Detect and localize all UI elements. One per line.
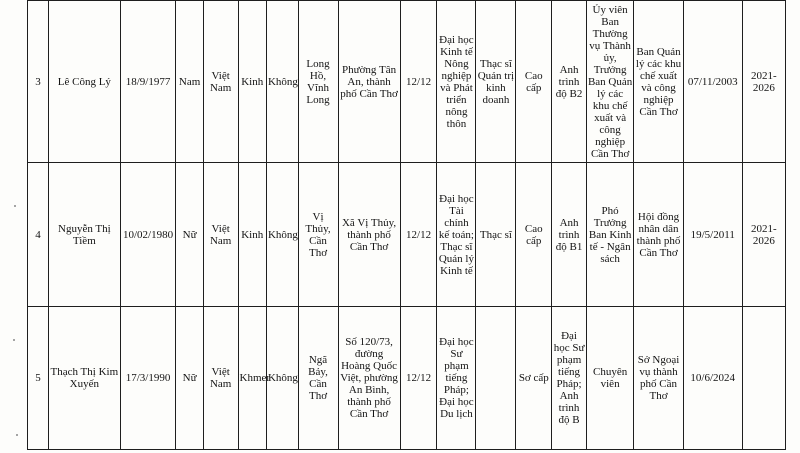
party-join-date: 10/6/2024 [683,307,742,450]
party-join-date: 19/5/2011 [683,163,742,307]
scan-speck [14,205,16,207]
religion: Không [266,1,298,163]
general-education: 12/12 [400,307,437,450]
date-of-birth: 10/02/1980 [120,163,176,307]
political-theory: Sơ cấp [516,307,552,450]
workplace: Hội đồng nhân dân thành phố Cần Thơ [634,163,683,307]
table-row [28,163,786,307]
full-name: Thạch Thị Kim Xuyến [49,307,121,450]
nationality: Việt Nam [203,1,238,163]
hometown: Vị Thủy, Cần Thơ [298,163,338,307]
workplace: Ban Quản lý các khu chế xuất và công nghiệp Cần Thơ [634,1,683,163]
specialization: Đại học Kinh tế Nông nghiệp và Phát triển nông thôn [437,1,476,163]
gender: Nam [176,1,203,163]
academic-degree: Thạc sĩ Quản trị kinh doanh [476,1,516,163]
position: Chuyên viên [586,307,633,450]
general-education: 12/12 [400,1,437,163]
religion: Không [266,307,298,450]
residence: Phường Tân An, thành phố Cần Thơ [338,1,400,163]
residence: Xã Vị Thủy, thành phố Cần Thơ [338,163,400,307]
table-row [28,307,786,450]
scan-speck [16,434,18,436]
ethnicity: Kinh [238,163,266,307]
hometown: Ngã Bảy, Cần Thơ [298,307,338,450]
hometown: Long Hồ, Vĩnh Long [298,1,338,163]
term: 2021-2026 [742,1,785,163]
political-theory: Cao cấp [516,1,552,163]
gender: Nữ [176,163,203,307]
nationality: Việt Nam [203,163,238,307]
foreign-language: Đại học Sư phạm tiếng Pháp; Anh trình độ B [552,307,587,450]
term: 2021-2026 [742,163,785,307]
general-education: 12/12 [400,163,437,307]
row-number: 5 [28,307,49,450]
gender: Nữ [176,307,203,450]
term [742,307,785,450]
academic-degree: Thạc sĩ [476,163,516,307]
ethnicity: Khmer [238,307,266,450]
position: Ủy viên Ban Thường vụ Thành ủy, Trưởng Ban Quản lý các khu chế xuất và công nghiệp Cần Thơ [586,1,633,163]
row-number: 3 [28,1,49,163]
position: Phó Trưởng Ban Kinh tế - Ngân sách [586,163,633,307]
full-name: Lê Công Lý [49,1,121,163]
workplace: Sở Ngoại vụ thành phố Cần Thơ [634,307,683,450]
ethnicity: Kinh [238,1,266,163]
candidate-table [27,0,786,450]
row-number: 4 [28,163,49,307]
religion: Không [266,163,298,307]
academic-degree [476,307,516,450]
table-row [28,1,786,163]
date-of-birth: 17/3/1990 [120,307,176,450]
party-join-date: 07/11/2003 [683,1,742,163]
specialization: Đại học Tài chính kế toán; Thạc sĩ Quản lý Kinh tế [437,163,476,307]
specialization: Đại học Sư phạm tiếng Pháp; Đại học Du lịch [437,307,476,450]
political-theory: Cao cấp [516,163,552,307]
scan-speck [13,339,15,341]
full-name: Nguyễn Thị Tiềm [49,163,121,307]
foreign-language: Anh trình độ B1 [552,163,587,307]
residence: Số 120/73, đường Hoàng Quốc Việt, phường An Bình, thành phố Cần Thơ [338,307,400,450]
date-of-birth: 18/9/1977 [120,1,176,163]
foreign-language: Anh trình độ B2 [552,1,587,163]
nationality: Việt Nam [203,307,238,450]
